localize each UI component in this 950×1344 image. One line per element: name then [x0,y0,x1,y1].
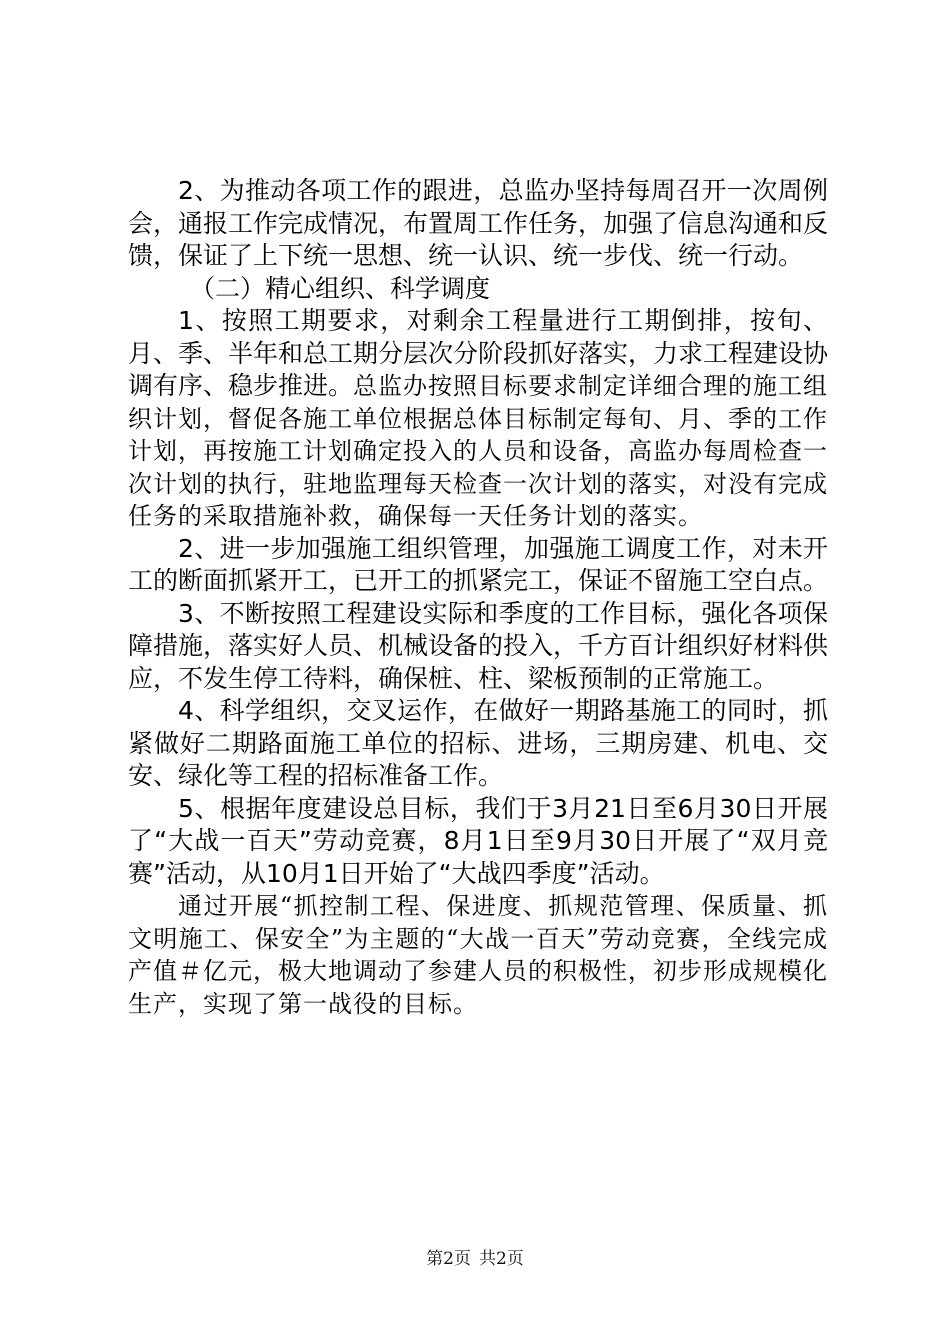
section-heading-organization: （二）精心组织、科学调度 [190,273,491,303]
document-body [128,175,828,1020]
page-number: 第2页 [426,1249,471,1269]
paragraph-schedule-bold: 1、按照工期要求，对剩余工程量进行工期倒排，按旬、月、季、半年和总工期分层次分阶段抓好落实，力求工程建设协调有序、稳步推进。 [128,306,829,400]
paragraph-weekly-meeting: 2、为推动各项工作的跟进，总监办坚持每周召开一次周例会，通报工作完成情况，布置周工作任务，加强了信息沟通和反馈，保证了上下统一思想、统一认识、统一步伐、统一行动。 [128,176,829,270]
paragraph-schedule [128,305,828,533]
paragraph-safeguard-measures: 3、不断按照工程建设实际和季度的工作目标，强化各项保障措施，落实好人员、机械设备的投入，千方百计组织好材料供应，不发生停工待料，确保桩、柱、梁板预制的正常施工。 [128,598,829,693]
paragraph-cross-operation: 4、科学组织，交叉运作，在做好一期路基施工的同时，抓紧做好二期路面施工单位的招标、进场，三期房建、机电、交安、绿化等工程的招标准备工作。 [128,696,828,790]
paragraph-construction-management: 2、进一步加强施工组织管理，加强施工调度工作，对未开工的断面抓紧开工，已开工的抓紧完工，保证不留施工空白点。 [128,533,829,595]
paragraph-competitions: 5、根据年度建设总目标，我们于3月21日至6月30日开展了“大战一百天”劳动竞赛，8月1日至9月30日开展了“双月竞赛”活动，从10月1日开始了“大战四季度”活动。 [128,793,828,888]
page-footer [0,1244,950,1269]
page-total: 共2页 [479,1249,524,1269]
paragraph-competition-results: 通过开展“抓控制工程、保进度、抓规范管理、保质量、抓文明施工、保安全”为主题的“大战一百天”劳动竞赛，全线完成产值＃亿元，极大地调动了参建人员的积极性，初步形成规模化生产，实现了第一战役的目标。 [128,892,828,1018]
paragraph-schedule-plan: 总监办按照目标要求制定详细合理的施工组织计划，督促各施工单位根据总体目标制定每旬、月、季的工作计划，再按施工计划确定投入的人员和设备，高监办每周检查一次计划的执行，驻地监理每天检查一次计划的落实，对没有完成任务的采取措施补救，确保每一天任务计划的落实。 [128,372,829,530]
